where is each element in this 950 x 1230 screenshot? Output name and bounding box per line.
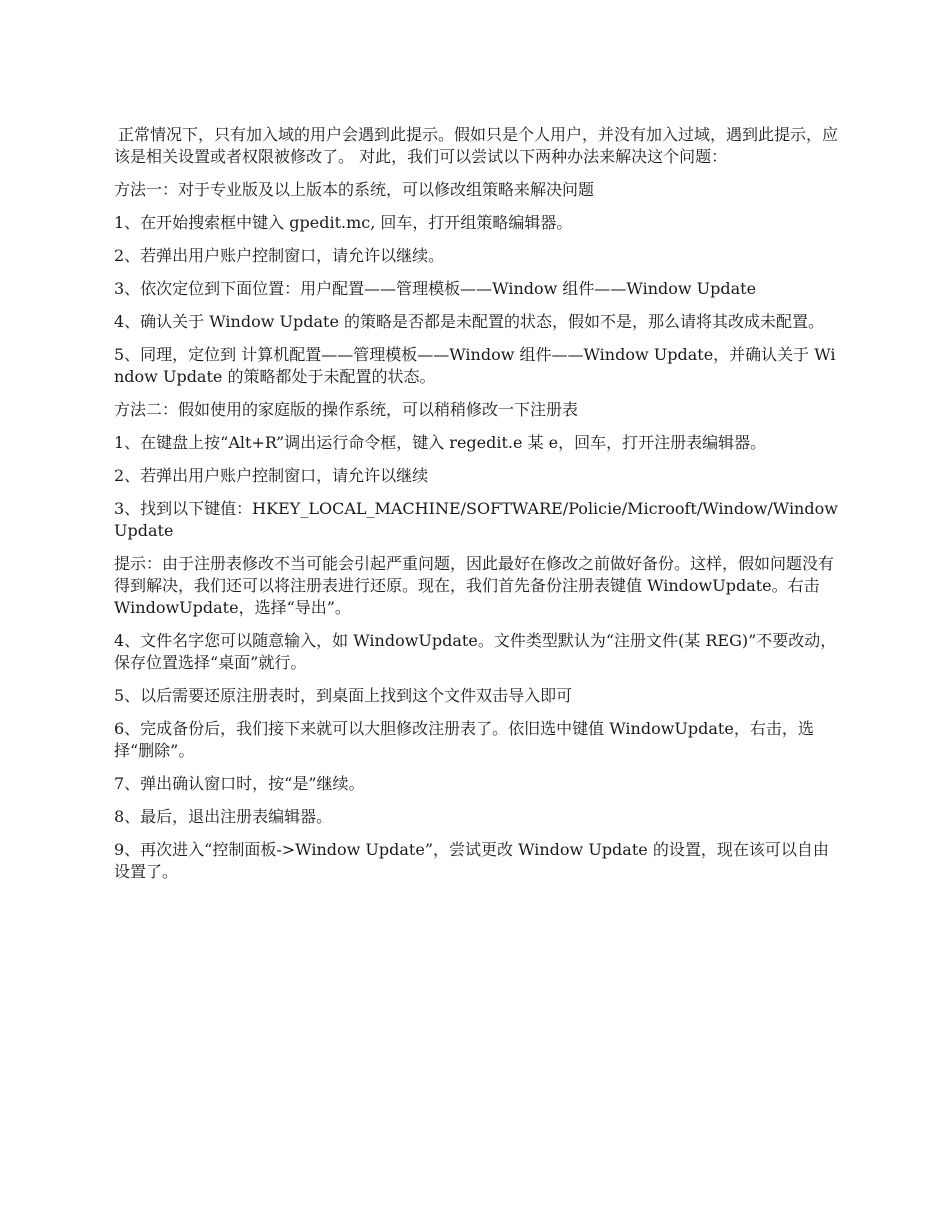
method-one-step-4: 4、确认关于 Window Update 的策略是否都是未配置的状态，假如不是，那么请将其改成未配置。: [114, 312, 825, 331]
method-two-step-8: 8、最后，退出注册表编辑器。: [114, 807, 333, 826]
method-two-step-2: 2、若弹出用户账户控制窗口，请允许以继续: [114, 466, 429, 485]
method-one-step-5: 5、同理，定位到 计算机配置——管理模板——Window 组件——Window Update，并确认关于 Window Update 的策略都处于未配置的状态。: [114, 345, 836, 386]
method-one-step-3: 3、依次定位到下面位置：用户配置——管理模板——Window 组件——Window Update: [114, 279, 757, 298]
method-two-step-7: 7、弹出确认窗口时，按“是”继续。: [114, 774, 365, 793]
method-one-step-2: 2、若弹出用户账户控制窗口，请允许以继续。: [114, 246, 445, 265]
intro-paragraph: 正常情况下，只有加入域的用户会遇到此提示。假如只是个人用户，并没有加入过域，遇到此提示，应该是相关设置或者权限被修改了。 对此，我们可以尝试以下两种办法来解决这个问题：: [114, 125, 839, 166]
method-two-heading: 方法二：假如使用的家庭版的操作系统，可以稍稍修改一下注册表: [114, 400, 579, 419]
method-one-heading: 方法一：对于专业版及以上版本的系统，可以修改组策略来解决问题: [114, 180, 595, 199]
document-body: [114, 124, 838, 894]
method-two-step-4: 4、文件名字您可以随意输入，如 WindowUpdate。文件类型默认为“注册文件(某 REG)”不要改动，保存位置选择“桌面”就行。: [114, 631, 837, 672]
method-two-step-3: 3、找到以下键值：HKEY_LOCAL_MACHINE/SOFTWARE/Policie/Microoft/Window/WindowUpdate: [114, 499, 838, 540]
method-one-step-1: 1、在开始搜索框中键入 gpedit.mc, 回车，打开组策略编辑器。: [114, 213, 573, 232]
backup-tip-paragraph: 提示：由于注册表修改不当可能会引起严重问题，因此最好在修改之前做好备份。这样，假如问题没有得到解决，我们还可以将注册表进行还原。现在，我们首先备份注册表键值 WindowUpdate。右击 WindowUpdate，选择“导出”。: [114, 554, 835, 617]
method-two-step-5: 5、以后需要还原注册表时，到桌面上找到这个文件双击导入即可: [114, 686, 573, 705]
method-two-step-9: 9、再次进入“控制面板->Window Update”，尝试更改 Window Update 的设置，现在该可以自由设置了。: [114, 840, 829, 881]
method-two-step-1: 1、在键盘上按“Alt+R”调出运行命令框，键入 regedit.e 某 e，回车，打开注册表编辑器。: [114, 433, 767, 452]
method-two-step-6: 6、完成备份后，我们接下来就可以大胆修改注册表了。依旧选中键值 WindowUpdate，右击，选择“删除”。: [114, 719, 814, 760]
